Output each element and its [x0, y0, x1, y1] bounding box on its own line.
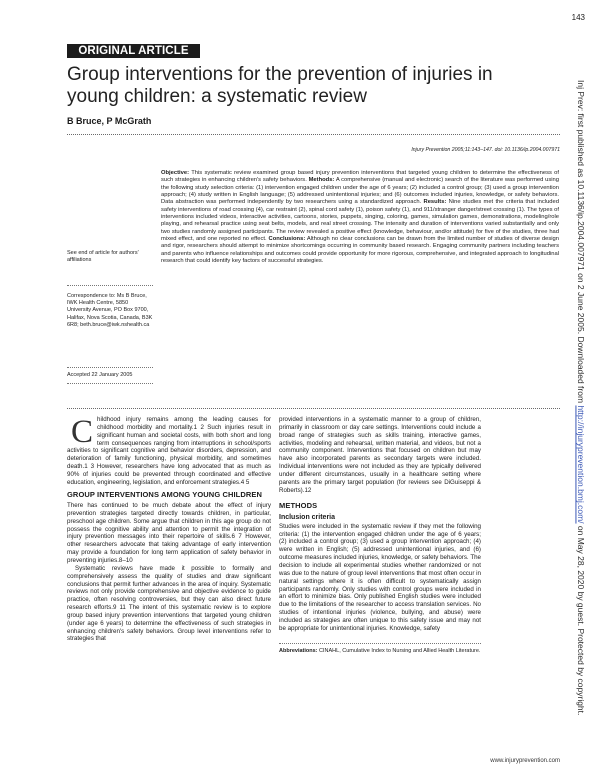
page-number: 143: [571, 13, 585, 22]
abstract-conclusions-label: Conclusions:: [268, 236, 306, 243]
download-notice-start: Inj Prev: first published as 10.1136/ip.2004.007971 on 2 June 2005. Downloaded from: [576, 80, 586, 406]
authors: B Bruce, P McGrath: [67, 116, 152, 126]
abstract-objective-label: Objective:: [161, 170, 190, 176]
download-notice: [574, 80, 586, 716]
subsection-heading-inclusion: Inclusion criteria: [279, 513, 336, 521]
body-column-left: [67, 416, 271, 643]
sidebar-divider: [67, 383, 153, 384]
abstract-results: Nine studies met the criteria that included safety interventions of road crossing (4), car restraint (2), spinal cord safety (1), poison safety (1), and 911/stranger danger/street crossing (1). The types of interventions included videos, interactive activities, cartoons, stories, puppets, singing, coloring, games, simulation games, demonstrations, modeling/role playing, and rehearsal practice using seat belts, models, and real street crossing. The intensity and duration of interventions varied substantially and only two studies randomly assigned participants. The review revealed a positive effect (knowledge, behaviour, and/or attitude) for five of the studies, three had mixed effect, and one reported no effect.: [161, 199, 559, 243]
accepted-date: Accepted 22 January 2005: [67, 372, 133, 378]
section-heading-group-interventions: GROUP INTERVENTIONS AMONG YOUNG CHILDREN: [67, 489, 262, 499]
body-paragraph: Systematic reviews have made it possible to formally and comprehensively assess the quality of studies and draw significant conclusions that permit further advances in the area of inquiry. Systematic reviews not only provide comprehensive and objective evidence to guide practice, often resolving controversies, but they can also direct future research efforts.9 11 The intent of this systematic review is to explore group based injury prevention interventions that targeted young children (under age 6 years) to determine the effectiveness of such strategies in enhancing children's safety behaviors. Group level interventions refer to strategies that: [67, 564, 271, 643]
intro-text: hildhood injury remains among the leading causes for childhood morbidity and mortality.1 2 Such injuries result in significant human and societal costs, with both short and long term consequences ranging from interruptions in school/sports activities to significant cognitive and behavior disorders, depression, and deterioration of family functioning, physical morbidity, and sometimes death.1 3 However, researchers have long advocated that as much as 90% of injuries could be prevented through coordinated and effective education, engineering, legislation, and enforcement strategies.4 5: [67, 416, 271, 486]
section-tag: ORIGINAL ARTICLE: [67, 44, 200, 58]
affiliations-note: See end of article for authors' affiliations: [67, 250, 139, 264]
abbreviations-text: CINAHL, Cumulative Index to Nursing and Allied Health Literature.: [319, 647, 481, 654]
body-paragraph: provided interventions in a systematic manner to a group of children, primarily in classroom or day care settings. Interventions could include a broad range of strategies such as skills training, interactive games, activities, modeling and rehearsal, written material, and videos, but not a community component. Interventions that focused on children but may have also incorporated parents as secondary targets were included. Individual interventions were not included as they are typically delivered under different circumstances, usually in a healthcare setting where parents are the primary target population (for reviews see DiGuiseppi & Roberts).12: [279, 416, 481, 494]
body-paragraph: There has continued to be much debate about the effect of injury prevention strategies targeted directly towards children, in particular, preschool age children. Some argue that children in this age group do not possess the cognitive ability and attention to permit the integration of injury prevention messages into their repertoire of skills.6 7 However, other researchers advocate that taking advantage of early intervention may provide a foundation for long term application of safety behavior in preventing injuries.8–10: [67, 502, 271, 564]
abstract-results-label: Results:: [423, 199, 447, 206]
intro-paragraph: [67, 416, 271, 487]
citation: Injury Prevention 2005;11:143–147. doi: 10.1136/ip.2004.007971: [411, 147, 560, 153]
sidebar-divider: [67, 367, 153, 368]
abstract-methods-label: Methods:: [308, 177, 335, 184]
correspondence-note: Correspondence to: Ms B Bruce, IWK Health Centre, 5850 University Avenue, PO Box 9700, Halifax, Nova Scotia, Canada, B3K 6R8; beth.bruce@iwk.nshealth.ca: [67, 293, 153, 328]
body-column-right: [279, 416, 481, 655]
abbreviations-label: Abbreviations:: [279, 647, 318, 654]
drop-cap: C: [71, 414, 94, 450]
sidebar-divider: [67, 285, 153, 286]
footer-url: www.injuryprevention.com: [490, 758, 560, 764]
download-notice-end: on May 28, 2020 by guest. Protected by copyright.: [576, 523, 586, 716]
article-title: Group interventions for the prevention of injuries in young children: a systematic review: [67, 64, 493, 107]
abstract-methods: A comprehensive (manual and electronic) search of the literature was performed using the following study selection criteria: (1) intervention engaged children under the age of 6 years; (2) included a control group; (3) used a group intervention approach; (4) study written in English language; (5) addressed unintentional injuries; and (6) outcomes included injuries, knowledge, or safety behaviors. Data abstraction was performed independently by two researchers using a standardized approach.: [161, 177, 559, 206]
abstract: [161, 170, 559, 265]
header-divider: [67, 134, 560, 135]
journal-link[interactable]: http://injuryprevention.bmj.com/: [576, 405, 586, 524]
abbreviations: [279, 648, 481, 655]
abstract-objective: This systematic review examined group based injury prevention interventions that targeted young children to determine the effectiveness of such strategies in enhancing children's safety behaviors.: [161, 170, 559, 184]
abstract-conclusions: Although no clear conclusions can be drawn from the limited number of studies of diverse design and rigor, researchers should attempt to minimize shortcomings occurring in community based research. Engaging community partners including teachers and parents who influence relationships and outcomes could provide opportunity for more rigorous, comprehensive, and integrated approach to longitudinal research that could identify key factors of successful strategies.: [161, 236, 559, 265]
abbreviations-divider: [279, 643, 481, 655]
body-paragraph: Studies were included in the systematic review if they met the following criteria: (1) the intervention engaged children under the age of 6 years; (2) included a control group; (3) used a group intervention approach; (4) were written in English; (5) addressed unintentional injuries, and (6) outcome measures included injuries, knowledge, or safety behaviors. The decision to include all experimental studies whether randomized or not was due to the nature of group level interventions that most often occur in natural settings where it is often difficult to systematically assign participants randomly. Only studies with control groups were included in an effort to minimize bias. Only published English studies were included due to the limitations of the researcher to access translation services. No studies of intentional injuries (violence, bullying, and abuse) were included as strategies are often unique to this safety issue and may not be appropriate for unintentional injuries. Knowledge, safety: [279, 522, 481, 632]
abstract-divider: [67, 408, 560, 409]
section-heading-methods: METHODS: [279, 501, 318, 511]
